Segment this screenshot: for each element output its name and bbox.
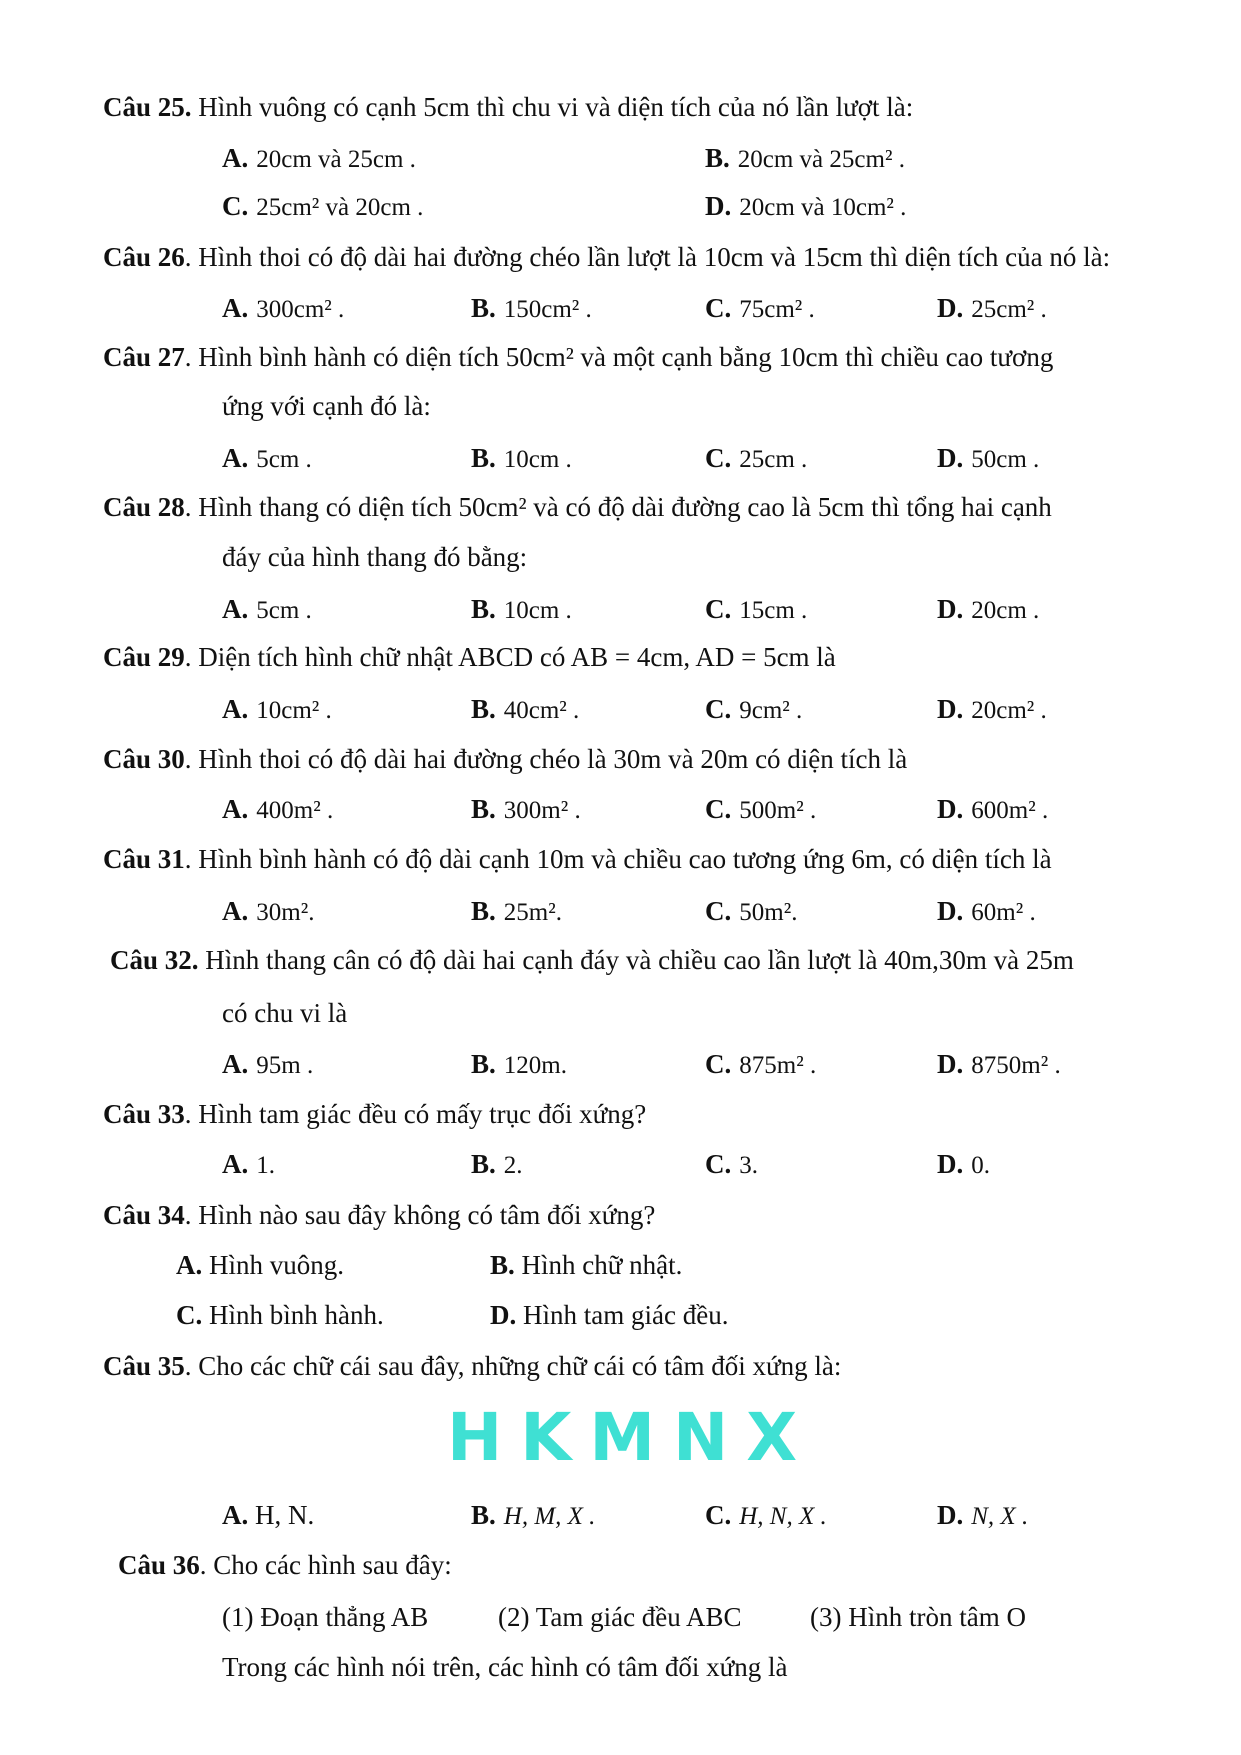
option-c[interactable]: C. 3. xyxy=(705,1149,758,1179)
question-36 xyxy=(118,1548,452,1582)
question-number: Câu 35 xyxy=(103,1351,185,1381)
question-text: . Hình nào sau đây không có tâm đối xứng? xyxy=(184,1200,656,1230)
question-30 xyxy=(103,742,907,776)
option-b[interactable]: B. 20cm và 25cm² . xyxy=(705,143,905,173)
option-a[interactable]: A. 95m . xyxy=(222,1049,314,1079)
option-a[interactable]: A. 20cm và 25cm . xyxy=(222,143,416,173)
option-a[interactable]: A. 10cm² . xyxy=(222,694,332,724)
option-a[interactable]: A. H, N. xyxy=(222,1500,315,1530)
option-c[interactable]: C. 25cm . xyxy=(705,443,808,473)
letters-figure: HKMNX xyxy=(447,1399,816,1476)
question-number: Câu 31 xyxy=(103,844,185,874)
option-d[interactable]: D. 60m² . xyxy=(937,896,1036,926)
option-c[interactable]: C. 25cm² và 20cm . xyxy=(222,191,424,221)
option-c[interactable]: C. 50m². xyxy=(705,896,798,926)
question-number: Câu 30 xyxy=(103,744,185,774)
figure-item-1: (1) Đoạn thẳng AB xyxy=(222,1602,429,1632)
option-b[interactable]: B. 25m². xyxy=(471,896,562,926)
question-text: . Hình tam giác đều có mấy trục đối xứng? xyxy=(184,1099,647,1129)
option-a[interactable]: A. Hình vuông. xyxy=(176,1250,344,1280)
option-c[interactable]: C. H, N, X . xyxy=(705,1500,827,1530)
option-c[interactable]: C. 875m² . xyxy=(705,1049,817,1079)
question-27-continued: ứng với cạnh đó là: xyxy=(222,391,431,421)
option-c[interactable]: C. 15cm . xyxy=(705,594,808,624)
question-26 xyxy=(103,240,1110,274)
option-d[interactable]: D. 20cm và 10cm² . xyxy=(705,191,907,221)
option-a[interactable]: A. 400m² . xyxy=(222,794,334,824)
option-b[interactable]: B. 40cm² . xyxy=(471,694,580,724)
question-text: . Hình thoi có độ dài hai đường chéo là 30m và 20m có diện tích là xyxy=(184,744,908,774)
option-a[interactable]: A. 300cm² . xyxy=(222,293,345,323)
option-b[interactable]: B. H, M, X . xyxy=(471,1500,596,1530)
question-number: Câu 36 xyxy=(118,1550,200,1580)
option-d[interactable]: D. 25cm² . xyxy=(937,293,1047,323)
question-text: . Hình thoi có độ dài hai đường chéo lần lượt là 10cm và 15cm thì diện tích của nó là: xyxy=(184,242,1111,272)
question-number: Câu 29 xyxy=(103,642,185,672)
option-b[interactable]: B. 150cm² . xyxy=(471,293,592,323)
option-b[interactable]: B. Hình chữ nhật. xyxy=(490,1250,683,1280)
option-d[interactable]: D. 600m² . xyxy=(937,794,1049,824)
question-number: Câu 33 xyxy=(103,1099,185,1129)
question-number: Câu 34 xyxy=(103,1200,185,1230)
question-text: . Hình thang có diện tích 50cm² và có độ dài đường cao là 5cm thì tổng hai cạnh xyxy=(184,492,1052,522)
option-b[interactable]: B. 2. xyxy=(471,1149,523,1179)
question-text: Hình thang cân có độ dài hai cạnh đáy và chiều cao lần lượt là 40m,30m và 25m xyxy=(198,945,1074,975)
question-number: Câu 32. xyxy=(110,945,199,975)
option-b[interactable]: B. 10cm . xyxy=(471,594,572,624)
option-c[interactable]: C. Hình bình hành. xyxy=(176,1300,384,1330)
question-29 xyxy=(103,640,836,674)
option-c[interactable]: C. 500m² . xyxy=(705,794,817,824)
question-number: Câu 28 xyxy=(103,492,185,522)
question-34 xyxy=(103,1198,655,1232)
question-text: . Cho các hình sau đây: xyxy=(199,1550,452,1580)
option-b[interactable]: B. 10cm . xyxy=(471,443,572,473)
figure-item-3: (3) Hình tròn tâm O xyxy=(810,1602,1026,1632)
option-a[interactable]: A. 5cm . xyxy=(222,443,312,473)
option-d[interactable]: D. Hình tam giác đều. xyxy=(490,1300,729,1330)
option-d[interactable]: D. N, X . xyxy=(937,1500,1029,1530)
question-33 xyxy=(103,1097,646,1131)
option-c[interactable]: C. 9cm² . xyxy=(705,694,803,724)
question-36-continued: Trong các hình nói trên, các hình có tâm đối xứng là xyxy=(222,1652,788,1682)
question-32-continued: có chu vi là xyxy=(222,998,348,1028)
option-d[interactable]: D. 0. xyxy=(937,1149,990,1179)
option-a[interactable]: A. 5cm . xyxy=(222,594,312,624)
question-35 xyxy=(103,1349,841,1383)
question-text: . Hình bình hành có diện tích 50cm² và một cạnh bằng 10cm thì chiều cao tương xyxy=(184,342,1054,372)
question-number: Câu 25. xyxy=(103,92,192,122)
option-d[interactable]: D. 8750m² . xyxy=(937,1049,1061,1079)
question-text: . Hình bình hành có độ dài cạnh 10m và chiều cao tương ứng 6m, có diện tích là xyxy=(184,844,1052,874)
option-a[interactable]: A. 30m². xyxy=(222,896,315,926)
question-28-continued: đáy của hình thang đó bằng: xyxy=(222,542,528,572)
option-c[interactable]: C. 75cm² . xyxy=(705,293,815,323)
question-text: Hình vuông có cạnh 5cm thì chu vi và diện tích của nó lần lượt là: xyxy=(191,92,914,122)
option-b[interactable]: B. 300m² . xyxy=(471,794,581,824)
question-27 xyxy=(103,340,1053,374)
option-d[interactable]: D. 20cm² . xyxy=(937,694,1047,724)
question-28 xyxy=(103,490,1052,524)
question-number: Câu 26 xyxy=(103,242,185,272)
question-text: . Diện tích hình chữ nhật ABCD có AB = 4cm, AD = 5cm là xyxy=(184,642,836,672)
option-a[interactable]: A. 1. xyxy=(222,1149,275,1179)
question-31 xyxy=(103,842,1052,876)
question-32 xyxy=(110,943,1074,977)
question-25 xyxy=(103,90,913,124)
option-b[interactable]: B. 120m. xyxy=(471,1049,567,1079)
question-number: Câu 27 xyxy=(103,342,185,372)
option-d[interactable]: D. 50cm . xyxy=(937,443,1040,473)
question-text: . Cho các chữ cái sau đây, những chữ cái có tâm đối xứng là: xyxy=(184,1351,842,1381)
option-d[interactable]: D. 20cm . xyxy=(937,594,1040,624)
figure-item-2: (2) Tam giác đều ABC xyxy=(498,1602,742,1632)
